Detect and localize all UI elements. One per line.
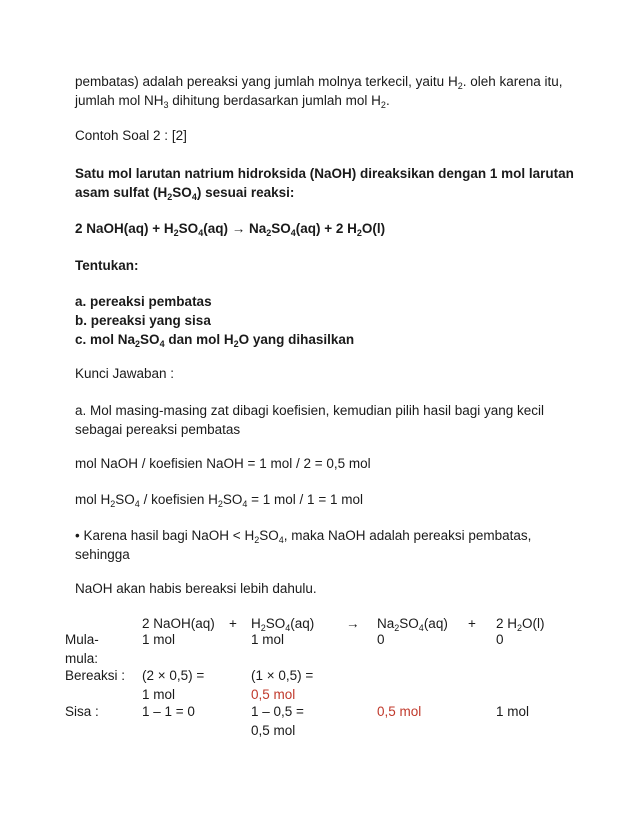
table-cell: 1 mol (142, 632, 176, 647)
table-cell: 1 – 0,5 = 0,5 mol (251, 704, 304, 738)
table-cell: (1 × 0,5) = 0,5 mol (251, 668, 314, 702)
table-row-label-reacted: Bereaksi : (65, 668, 126, 683)
question-item-a: a. pereaksi pembatas (75, 294, 212, 309)
table-header-arrow: → (346, 616, 360, 631)
table-cell: 1 – 1 = 0 (142, 704, 195, 719)
question-item-b: b. pereaksi yang sisa (75, 313, 211, 328)
intro-paragraph: pembatas) adalah pereaksi yang jumlah molnya terkecil, yaitu $H_2$. oleh karena itu, jumlah mol $NH_3$ dihitung berdasarkan jumlah mol $H_2$. (75, 74, 563, 110)
table-cell: 1 mol (251, 632, 285, 647)
problem-statement: Satu mol larutan natrium hidroksida (NaOH) direaksikan dengan 1 mol larutan asam sulfat $(H_2SO_4)$ sesuai reaksi: (75, 166, 574, 202)
question-list (75, 292, 575, 349)
calculation-naoh: mol NaOH / koefisien NaOH = 1 mol / 2 = 0,5 mol (75, 456, 371, 471)
table-cell: (2 × 0,5) = 1 mol (142, 668, 205, 702)
calculation-h2so4: mol $H_2SO_4$ / koefisien $H_2SO_4 = 1$ mol / 1 = 1 mol (75, 492, 363, 509)
reaction-equation: 2 NaOH(aq) + $H_2SO_4(aq) \to Na_2SO_4(aq) + 2$ $H_2O(l)$ (75, 221, 386, 238)
table-header-plus: + (468, 616, 476, 631)
table-cell: 0,5 mol (377, 704, 422, 719)
answer-a-paragraph: a. Mol masing-masing zat dibagi koefisien, kemudian pilih hasil bagi yang kecil sebagai pereaksi pembatas (75, 403, 544, 437)
table-cell: 0 (377, 632, 385, 647)
table-row-label-remaining: Sisa : (65, 704, 99, 719)
example-title: Contoh Soal 2 : [2] (75, 128, 187, 143)
table-header-na2so4: $Na_2SO_4(aq)$ (377, 616, 448, 633)
table-header-plus: + (229, 616, 237, 631)
tentukan-heading: Tentukan: (75, 258, 139, 273)
conclusion-bullet: • Karena hasil bagi NaOH < $H_2SO_4$, maka NaOH adalah pereaksi pembatas, sehingga (75, 528, 532, 562)
limiting-note: NaOH akan habis bereaksi lebih dahulu. (75, 581, 317, 596)
table-header-h2o: 2 $H_2O(l)$ (496, 616, 545, 633)
question-item-c: c. mol $Na_2SO_4$ dan mol $H_2O$ yang dihasilkan (75, 332, 355, 349)
table-header-naoh: 2 NaOH(aq) (142, 616, 215, 631)
table-row-label-initial: Mula- mula: (65, 632, 99, 666)
answer-key-heading: Kunci Jawaban : (75, 366, 175, 381)
table-cell: 0 (496, 632, 504, 647)
table-cell: 1 mol (496, 704, 530, 719)
table-header-h2so4: $H_2SO_4(aq)$ (251, 616, 315, 633)
